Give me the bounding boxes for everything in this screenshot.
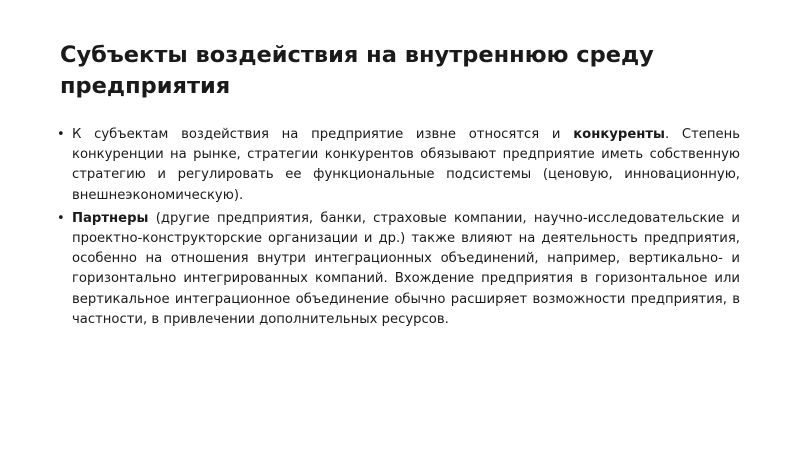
bullet-text-bold: Партнеры bbox=[72, 210, 149, 226]
slide-title: Субъекты воздействия на внутреннюю среду предприятия bbox=[60, 42, 654, 99]
bullet-item-partners bbox=[57, 209, 740, 330]
bullet-marker: • bbox=[57, 127, 65, 142]
bullet-text-bold: конкуренты bbox=[573, 127, 665, 142]
bullet-text-post: . Степень конкуренции на рынке, стратегии конкурентов обязывают предприятие иметь собственную стратегию и регулировать ее функциональные подсистемы (ценовую, инновационную, внешнеэкономическую). bbox=[72, 127, 740, 203]
bullet-list bbox=[57, 125, 740, 333]
bullet-item-competitors bbox=[57, 125, 740, 206]
bullet-marker: • bbox=[57, 210, 65, 226]
bullet-text-pre: К субъектам воздействия на предприятие извне относятся и bbox=[72, 127, 574, 142]
bullet-text-post: (другие предприятия, банки, страховые компании, научно-исследовательские и проектно-конструкторские организации и др.) также влияют на деятельность предприятия, особенно на отношения внутри интеграционных объединений, например, вертикально- и горизонтально интегрированных компаний. Вхождение предприятия в горизонтальное или вертикальное интеграционное объединение обычно расширяет возможности предприятия, в частности, в привлечении дополнительных ресурсов. bbox=[72, 210, 740, 327]
